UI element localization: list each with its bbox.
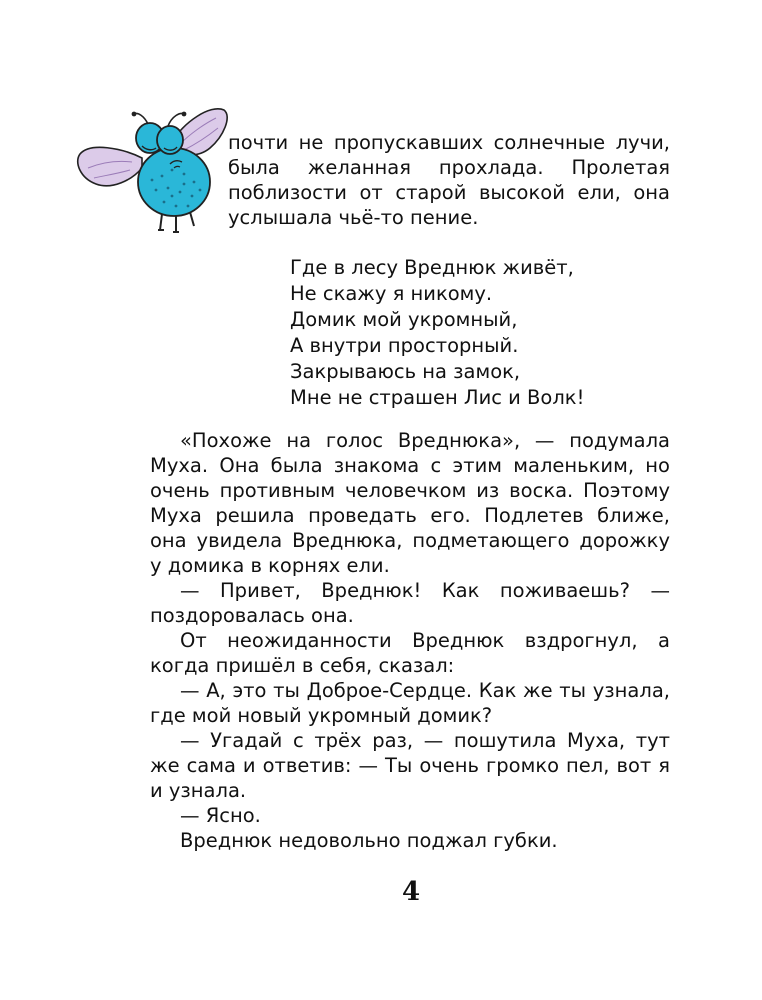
poem-line: Закрываюсь на замок, (290, 360, 521, 383)
story-body (150, 428, 670, 853)
story-paragraph: — Угадай с трёх раз, — пошутила Муха, тут же сама и ответив: — Ты очень громко пел, вот я и узнала. (150, 729, 670, 802)
intro-text: почти не пропускавших солнечные лучи, была желанная прохлада. Пролетая поблизости от старой высокой ели, она услышала чьё-то пение. (228, 131, 670, 229)
story-paragraph: «Похоже на голос Вреднюка», — подумала Муха. Она была знакома с этим маленьким, но очень противным человечком из воска. Поэтому Муха решила проведать его. Подлетев ближе, она увидела Вреднюка, подметающего дорожку у домика в корнях ели. (150, 429, 670, 577)
poem-line: А внутри просторный. (290, 334, 519, 357)
story-paragraph: От неожиданности Вреднюк вздрогнул, а когда пришёл в себя, сказал: (150, 629, 670, 677)
story-paragraph: — Привет, Вреднюк! Как поживаешь? — поздоровалась она. (150, 579, 670, 627)
fly-illustration-icon (72, 96, 232, 236)
poem-line: Не скажу я никому. (290, 282, 493, 305)
poem-line: Где в лесу Вреднюк живёт, (290, 256, 574, 279)
page-number: 4 (401, 877, 421, 907)
poem-block (290, 255, 584, 411)
intro-paragraph (228, 130, 670, 230)
story-paragraph: — А, это ты Доброе-Сердце. Как же ты узнала, где мой новый укромный домик? (150, 679, 670, 727)
poem-line: Домик мой укромный, (290, 308, 518, 331)
story-paragraph: Вреднюк недовольно поджал губки. (180, 829, 558, 852)
story-paragraph: — Ясно. (180, 804, 261, 827)
poem-line: Мне не страшен Лис и Волк! (290, 386, 585, 409)
